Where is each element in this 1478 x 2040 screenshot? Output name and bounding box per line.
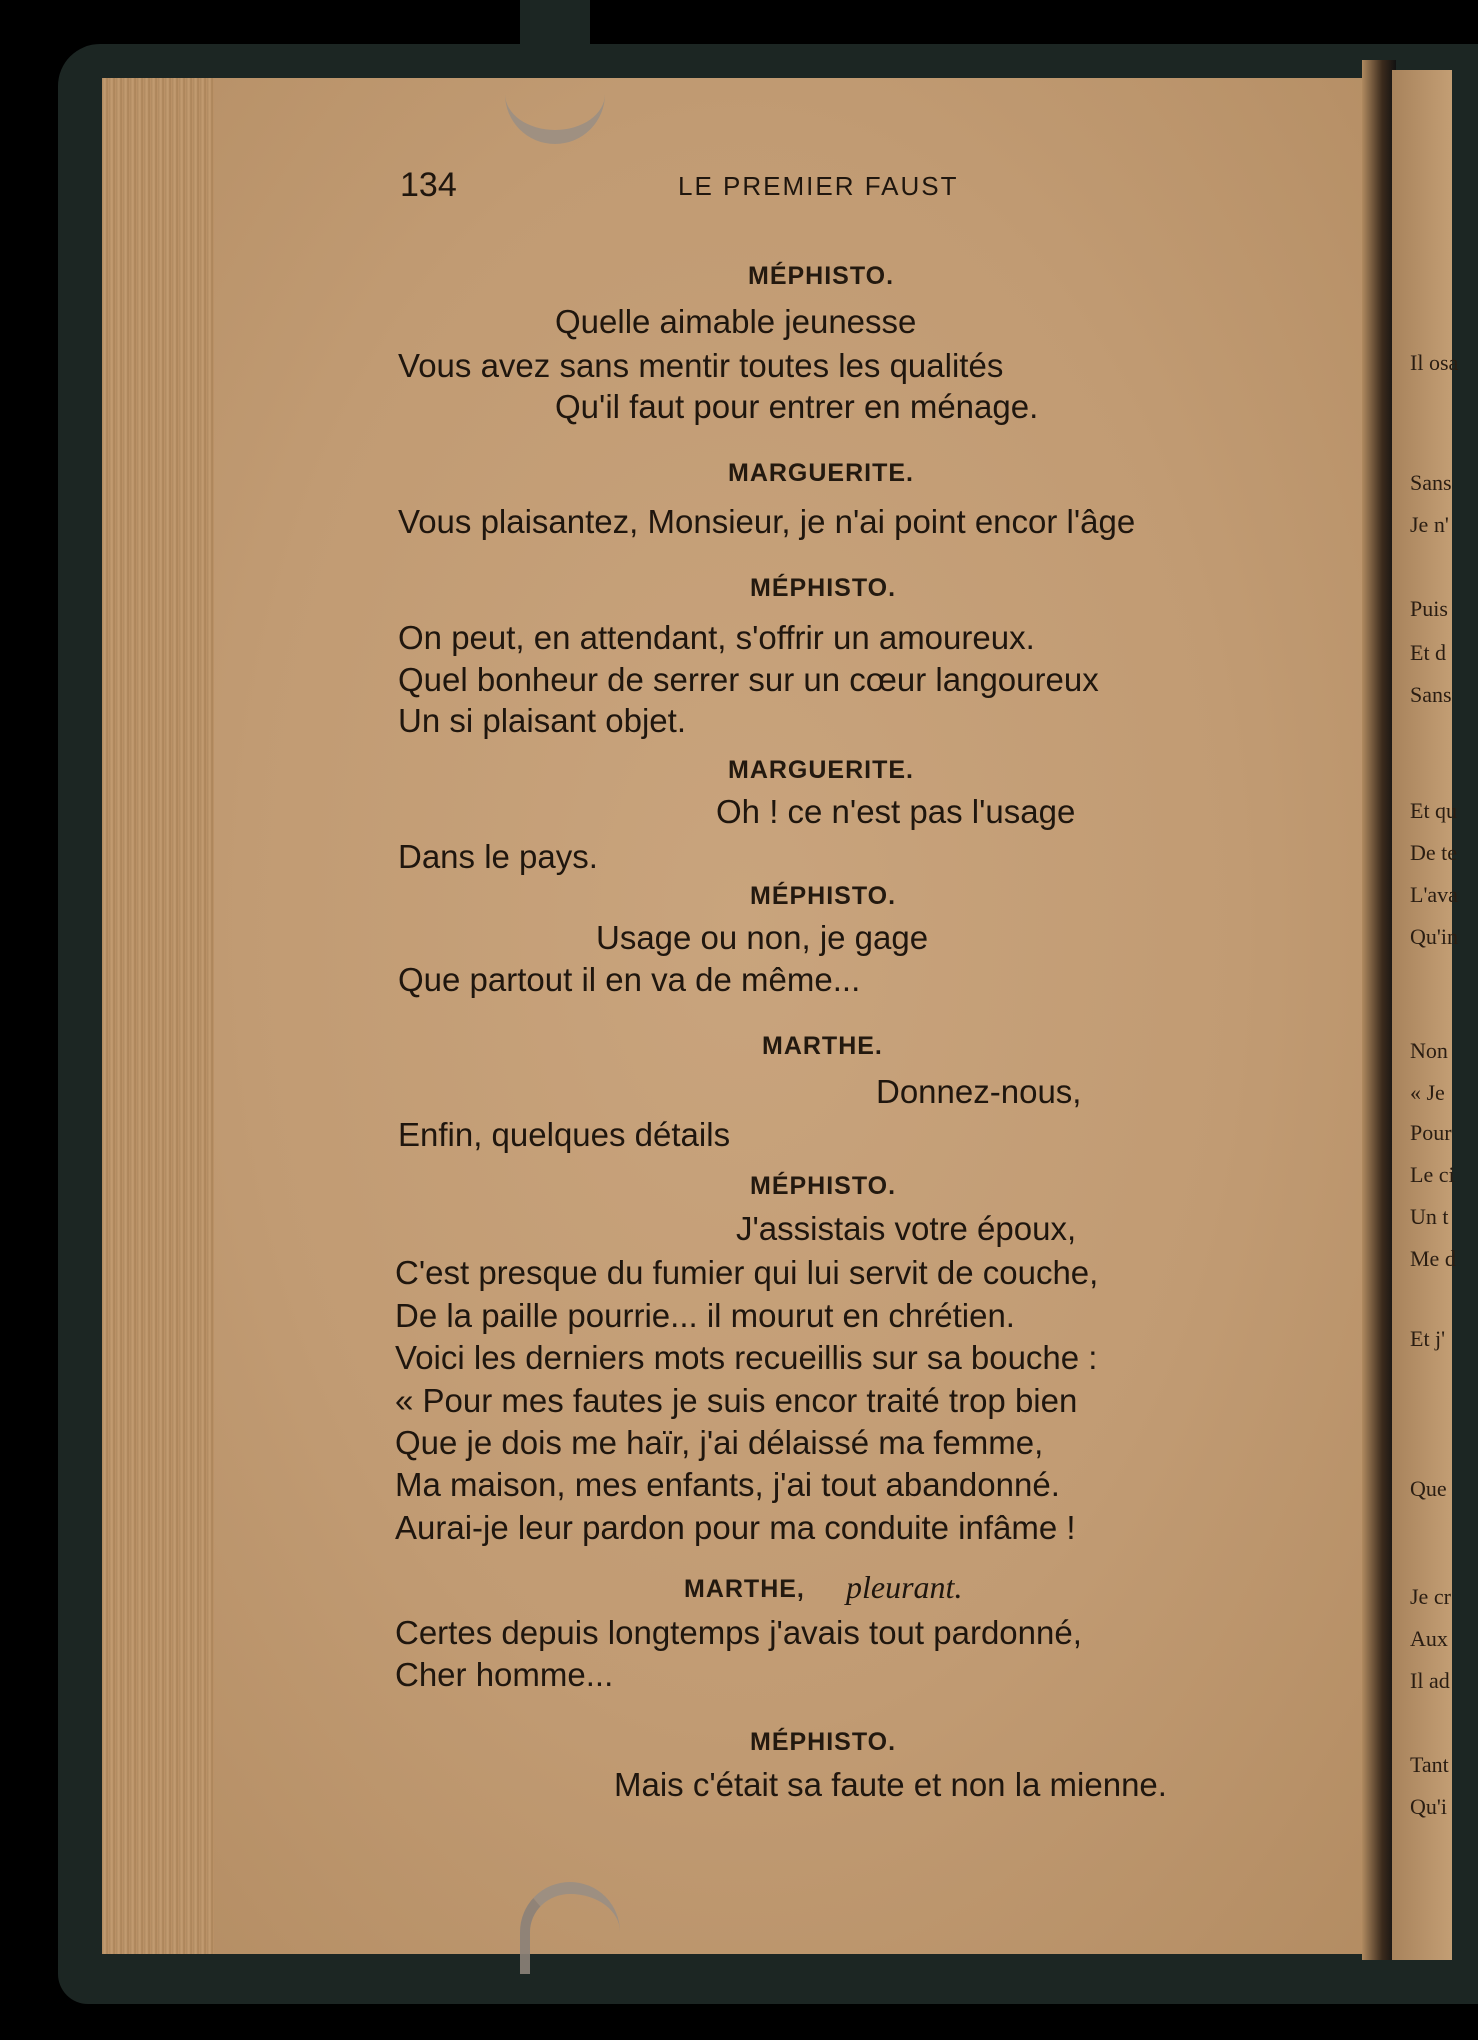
facing-fragment: Et j' (1410, 1326, 1446, 1351)
verse-line: Vous avez sans mentir toutes les qualités (398, 347, 1004, 384)
speaker-name: MÉPHISTO. (750, 882, 897, 910)
facing-fragment: Il osa (1410, 350, 1459, 375)
facing-fragment: Sans (1410, 470, 1452, 495)
verse-line: Quel bonheur de serrer sur un cœur langoureux (398, 661, 1099, 698)
speaker-name: MÉPHISTO. (750, 1728, 897, 1756)
facing-fragment: Et qu (1410, 798, 1458, 823)
verse-line: Donnez-nous, (876, 1073, 1082, 1110)
facing-fragment: Le ci (1410, 1162, 1455, 1187)
verse-line: Quelle aimable jeunesse (555, 303, 917, 340)
facing-fragment: Il ad (1410, 1668, 1450, 1693)
gutter (1362, 60, 1396, 1960)
verse-line: C'est presque du fumier qui lui servit de couche, (395, 1254, 1099, 1291)
facing-fragment: Pour (1410, 1120, 1452, 1145)
verse-line: Un si plaisant objet. (398, 702, 686, 739)
ribbon-marker-bottom (520, 1882, 620, 1974)
facing-fragment: Puis (1410, 596, 1448, 621)
facing-fragment: De te (1410, 840, 1458, 865)
speaker-name: MÉPHISTO. (750, 574, 897, 602)
speaker-name: MÉPHISTO. (748, 262, 895, 290)
verse-line: « Pour mes fautes je suis encor traité trop bien (395, 1382, 1078, 1419)
verse-line: Aurai-je leur pardon pour ma conduite infâme ! (395, 1509, 1076, 1546)
facing-fragment: Que (1410, 1476, 1447, 1501)
verse-line: Qu'il faut pour entrer en ménage. (555, 388, 1039, 425)
facing-fragment: Aux (1410, 1626, 1448, 1651)
running-head: LE PREMIER FAUST (678, 171, 959, 201)
facing-fragment: Qu'in (1410, 924, 1458, 949)
speaker-name: MÉPHISTO. (750, 1172, 897, 1200)
verse-line: Que partout il en va de même... (398, 961, 861, 998)
verse-line: Cher homme... (395, 1656, 614, 1693)
stage-direction: pleurant. (846, 1569, 963, 1605)
verse-line: Enfin, quelques détails (398, 1116, 731, 1153)
verse-line: Vous plaisantez, Monsieur, je n'ai point encor l'âge (398, 503, 1136, 540)
page-number: 134 (400, 166, 457, 204)
verse-line: Voici les derniers mots recueillis sur sa bouche : (395, 1339, 1098, 1376)
verse-line: Mais c'était sa faute et non la mienne. (614, 1766, 1167, 1803)
verse-line: Ma maison, mes enfants, j'ai tout abandonné. (395, 1466, 1060, 1503)
facing-fragment: Non (1410, 1038, 1448, 1063)
facing-fragment: Je cr (1410, 1584, 1451, 1609)
facing-fragment: Tant (1410, 1752, 1449, 1777)
facing-fragment: Je n' (1410, 512, 1449, 537)
facing-fragment: Sans (1410, 682, 1452, 707)
facing-fragment: Me d (1410, 1246, 1456, 1271)
verse-line: Usage ou non, je gage (596, 919, 929, 956)
verse-line: Que je dois me haïr, j'ai délaissé ma femme, (395, 1424, 1044, 1461)
speaker-name: MARGUERITE. (728, 459, 914, 487)
page-edges (102, 78, 232, 1954)
speaker-name: MARGUERITE. (728, 756, 914, 784)
speaker-name: MARTHE. (762, 1032, 883, 1060)
facing-fragment: L'ava (1410, 882, 1458, 907)
speaker-name: MARTHE, (684, 1575, 805, 1603)
verse-line: Oh ! ce n'est pas l'usage (716, 793, 1076, 830)
verse-line: On peut, en attendant, s'offrir un amoureux. (398, 619, 1035, 656)
facing-fragment: Qu'i (1410, 1794, 1447, 1819)
verse-line: Dans le pays. (398, 838, 598, 875)
facing-fragment: « Je (1410, 1080, 1445, 1105)
verse-line: J'assistais votre époux, (736, 1210, 1077, 1247)
facing-fragment: Un t (1410, 1204, 1449, 1229)
ribbon-marker-top (505, 40, 605, 144)
facing-fragment: Et d (1410, 640, 1447, 665)
verse-line: De la paille pourrie... il mourut en chrétien. (395, 1297, 1015, 1334)
verse-line: Certes depuis longtemps j'avais tout pardonné, (395, 1614, 1082, 1651)
